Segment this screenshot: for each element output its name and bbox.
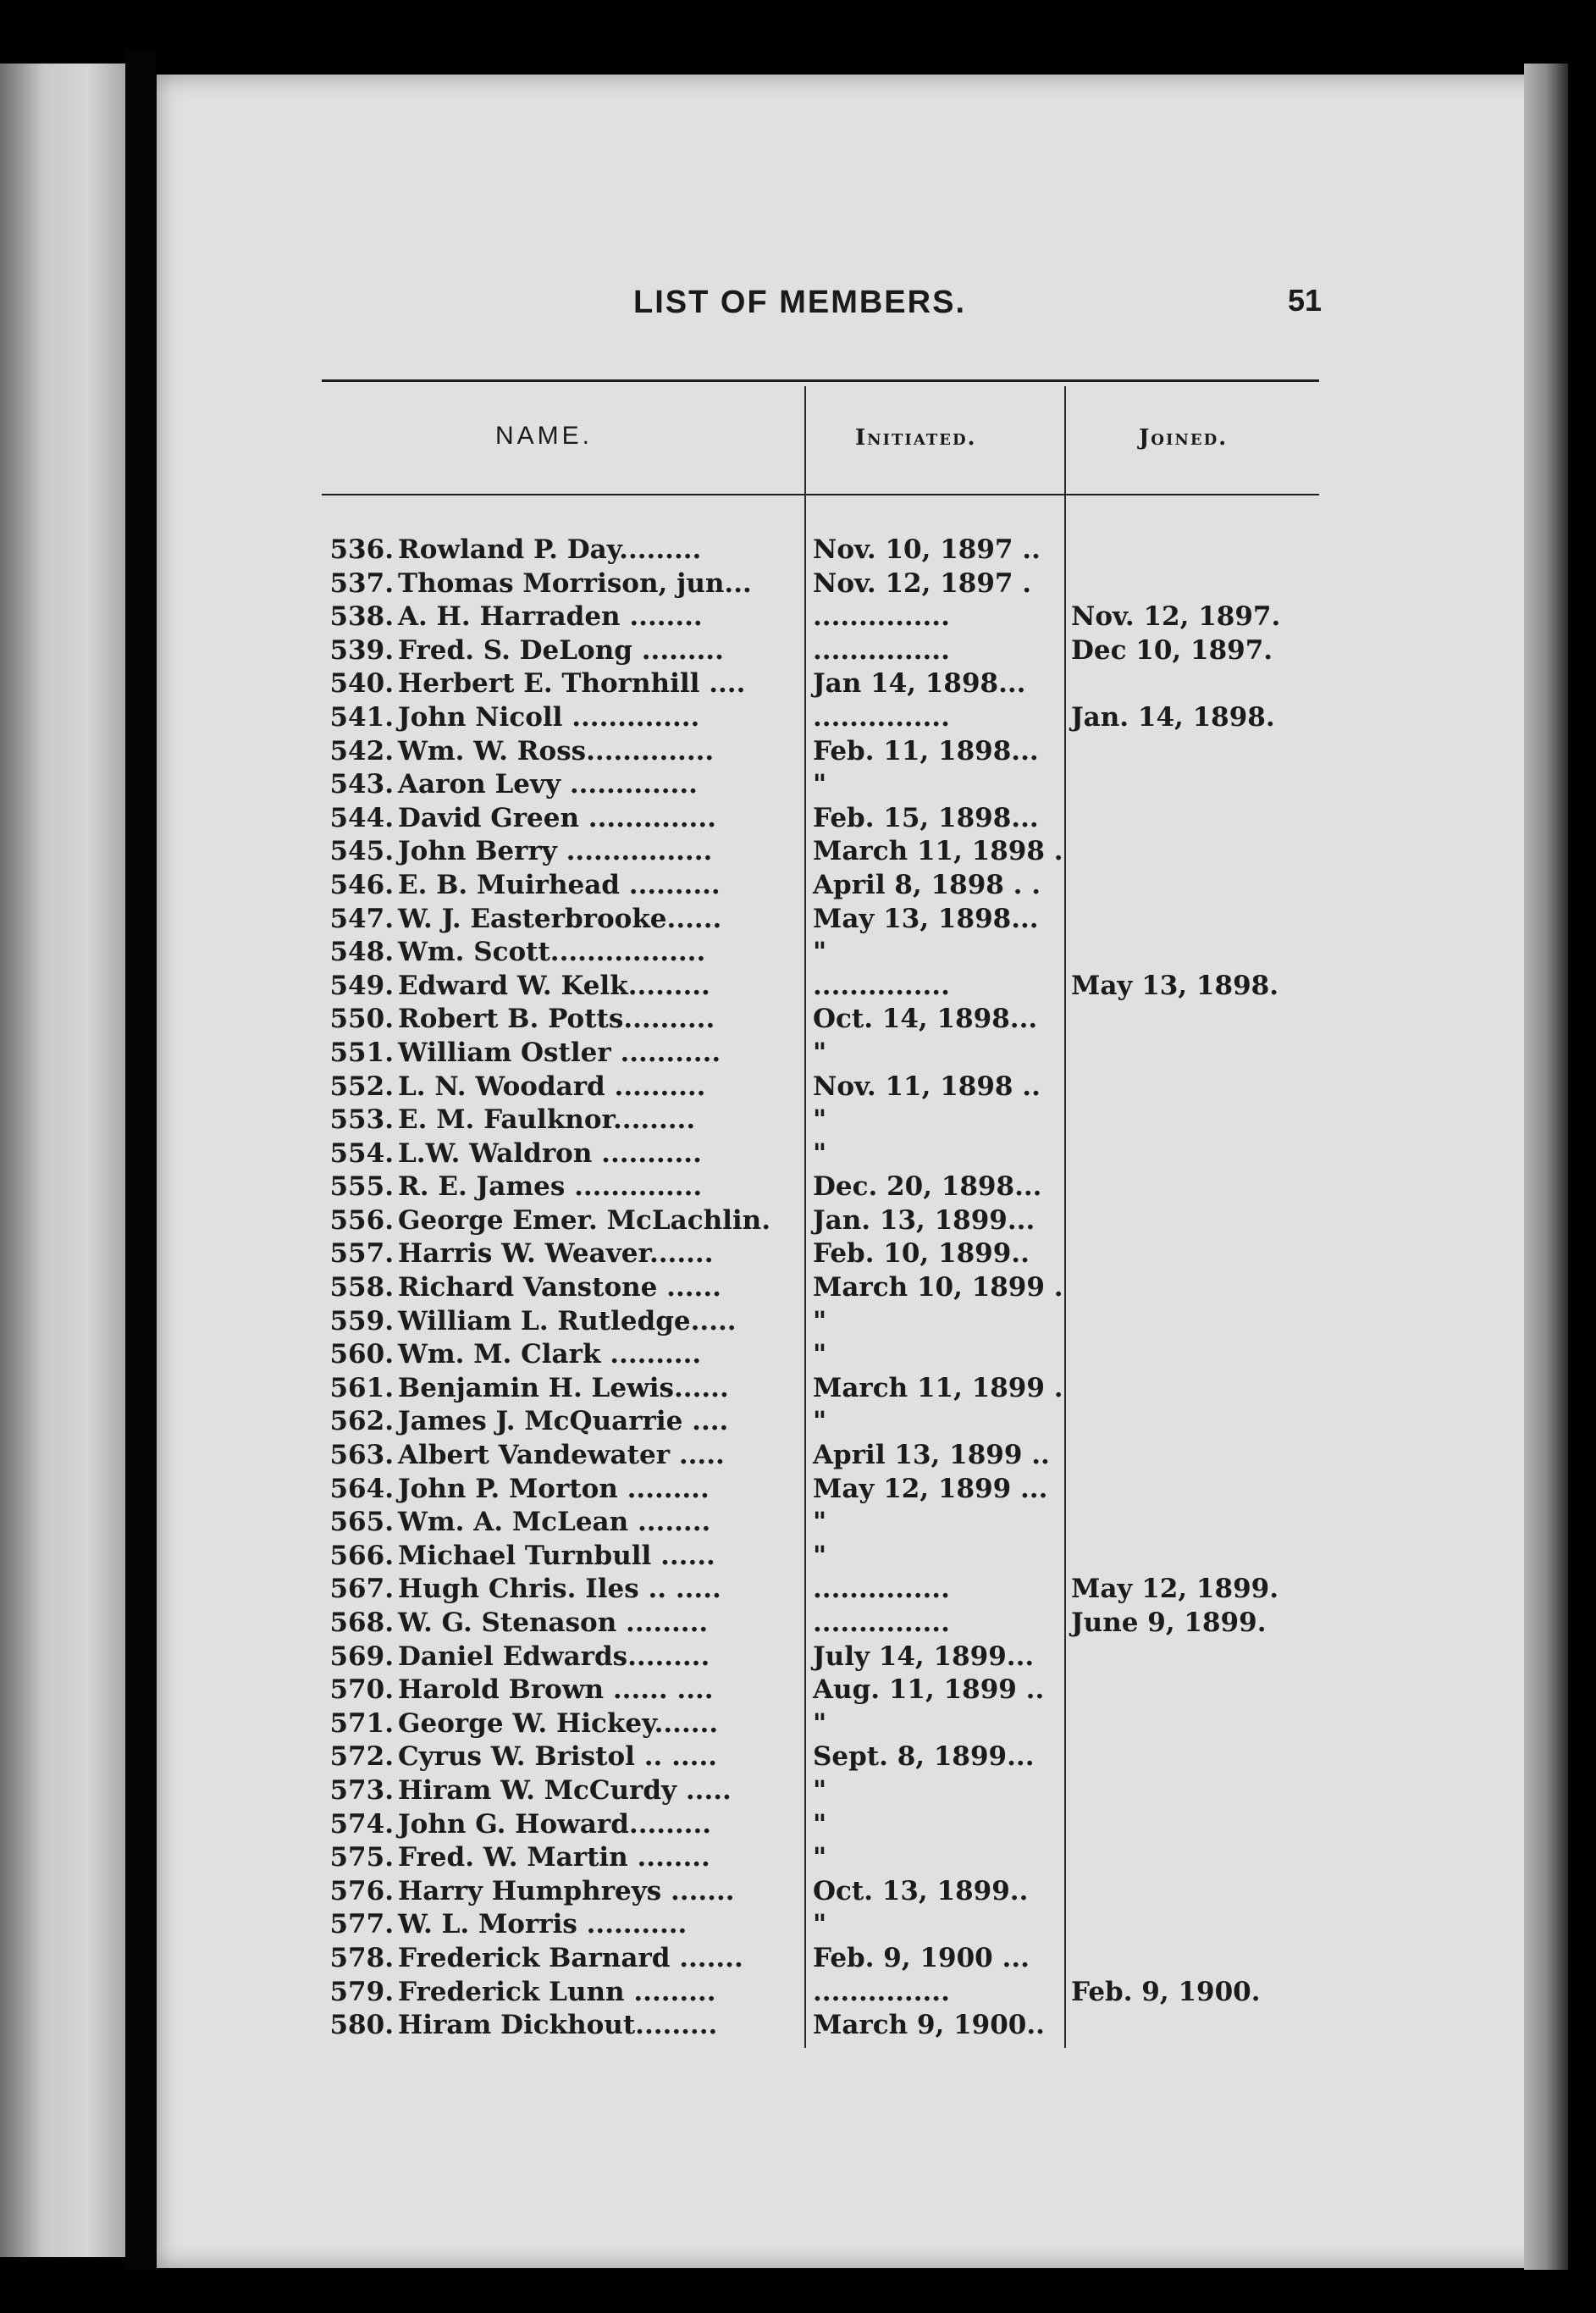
joined-date: Nov. 12, 1897. xyxy=(1071,601,1281,633)
member-name: Herbert E. Thornhill .... xyxy=(398,668,746,700)
member-number: 549. xyxy=(329,970,394,1001)
member-name: R. E. James .............. xyxy=(398,1171,703,1203)
initiated-date: April 13, 1899 .. xyxy=(813,1440,1050,1471)
initiated-date: Feb. 15, 1898... xyxy=(813,802,1039,833)
member-number: 561. xyxy=(329,1372,394,1403)
member-name: E. B. Muirhead .......... xyxy=(398,869,721,900)
member-name: Robert B. Potts.......... xyxy=(398,1004,715,1035)
member-number: 548. xyxy=(329,937,394,968)
joined-date: Jan. 14, 1898. xyxy=(1071,701,1275,733)
member-name: George W. Hickey....... xyxy=(398,1707,719,1739)
member-name: Wm. A. McLean ........ xyxy=(398,1507,711,1538)
member-number: 553. xyxy=(329,1104,394,1136)
initiated-date: March 11, 1898 . xyxy=(813,836,1063,867)
initiated-date: " xyxy=(813,1842,827,1873)
member-name: Cyrus W. Bristol .. ..... xyxy=(398,1741,718,1773)
initiated-date: March 9, 1900.. xyxy=(813,2010,1045,2041)
initiated-date: May 13, 1898... xyxy=(813,903,1039,934)
member-name: David Green .............. xyxy=(398,802,716,833)
initiated-date: Jan. 13, 1899... xyxy=(813,1204,1035,1236)
initiated-date: ............... xyxy=(813,1607,950,1638)
initiated-date: Nov. 12, 1897 . xyxy=(813,567,1032,599)
member-number: 556. xyxy=(329,1204,394,1236)
member-name: Daniel Edwards......... xyxy=(398,1641,710,1672)
initiated-date: Aug. 11, 1899 .. xyxy=(813,1674,1045,1706)
member-number: 576. xyxy=(329,1875,394,1906)
initiated-date: " xyxy=(813,1507,827,1538)
member-number: 545. xyxy=(329,836,394,867)
initiated-date: Feb. 11, 1898... xyxy=(813,735,1039,766)
initiated-date: ............... xyxy=(813,1976,950,2007)
column-header-joined: Joined. xyxy=(1139,425,1229,451)
member-name: William L. Rutledge..... xyxy=(398,1305,737,1336)
member-number: 538. xyxy=(329,601,394,633)
member-number: 575. xyxy=(329,1842,394,1873)
member-name: John G. Howard......... xyxy=(398,1808,712,1840)
member-number: 580. xyxy=(329,2010,394,2041)
member-name: George Emer. McLachlin. xyxy=(398,1204,770,1236)
member-name: Harry Humphreys ....... xyxy=(398,1875,735,1906)
member-number: 555. xyxy=(329,1171,394,1203)
initiated-date: " xyxy=(813,769,827,800)
member-number: 577. xyxy=(329,1909,394,1940)
member-name: Hiram W. McCurdy ..... xyxy=(398,1774,732,1806)
page-number: 51 xyxy=(1288,283,1323,318)
initiated-date: " xyxy=(813,1540,827,1571)
member-number: 543. xyxy=(329,769,394,800)
member-name: Hugh Chris. Iles .. ..... xyxy=(398,1574,721,1605)
header-bottom-rule xyxy=(322,494,1319,495)
initiated-date: " xyxy=(813,1137,827,1169)
member-number: 557. xyxy=(329,1238,394,1270)
member-name: W. L. Morris ........... xyxy=(398,1909,688,1940)
member-name: Fred. W. Martin ........ xyxy=(398,1842,710,1873)
member-number: 579. xyxy=(329,1976,394,2007)
member-number: 559. xyxy=(329,1305,394,1336)
member-number: 542. xyxy=(329,735,394,766)
column-header-name: NAME. xyxy=(495,422,594,450)
member-name: Harris W. Weaver....... xyxy=(398,1238,714,1270)
member-name: A. H. Harraden ........ xyxy=(398,601,703,633)
member-name: Aaron Levy .............. xyxy=(398,769,698,800)
member-name: John Nicoll .............. xyxy=(398,701,700,733)
member-name: Albert Vandewater ..... xyxy=(398,1440,725,1471)
initiated-date: ............... xyxy=(813,1574,950,1605)
member-name: Frederick Barnard ....... xyxy=(398,1942,743,1973)
member-name: William Ostler ........... xyxy=(398,1037,721,1068)
joined-date: June 9, 1899. xyxy=(1071,1607,1267,1638)
initiated-date: Nov. 10, 1897 .. xyxy=(813,534,1041,565)
member-name: Harold Brown ...... .... xyxy=(398,1674,714,1706)
member-name: Hiram Dickhout......... xyxy=(398,2010,718,2041)
member-number: 571. xyxy=(329,1707,394,1739)
member-number: 546. xyxy=(329,869,394,900)
member-number: 567. xyxy=(329,1574,394,1605)
member-number: 574. xyxy=(329,1808,394,1840)
member-number: 578. xyxy=(329,1942,394,1973)
member-number: 565. xyxy=(329,1507,394,1538)
member-number: 566. xyxy=(329,1540,394,1571)
member-name: Wm. W. Ross.............. xyxy=(398,735,715,766)
member-number: 569. xyxy=(329,1641,394,1672)
member-number: 573. xyxy=(329,1774,394,1806)
member-number: 563. xyxy=(329,1440,394,1471)
member-number: 540. xyxy=(329,668,394,700)
initiated-date: March 10, 1899 . xyxy=(813,1272,1063,1303)
initiated-date: Jan 14, 1898... xyxy=(813,668,1026,700)
member-number: 572. xyxy=(329,1741,394,1773)
member-name: John Berry ................ xyxy=(398,836,713,867)
initiated-date: Oct. 13, 1899.. xyxy=(813,1875,1029,1906)
member-name: E. M. Faulknor......... xyxy=(398,1104,696,1136)
initiated-date: Oct. 14, 1898... xyxy=(813,1004,1038,1035)
book-gutter xyxy=(125,51,157,2270)
member-name: W. G. Stenason ......... xyxy=(398,1607,709,1638)
member-number: 558. xyxy=(329,1272,394,1303)
initiated-date: July 14, 1899... xyxy=(813,1641,1035,1672)
initiated-date: " xyxy=(813,1339,827,1370)
member-name: Wm. Scott................. xyxy=(398,937,706,968)
member-name: Fred. S. DeLong ......... xyxy=(398,634,724,666)
initiated-date: Feb. 10, 1899.. xyxy=(813,1238,1030,1270)
initiated-date: " xyxy=(813,1774,827,1806)
initiated-date: Sept. 8, 1899... xyxy=(813,1741,1035,1773)
member-number: 551. xyxy=(329,1037,394,1068)
column-divider-2 xyxy=(1064,386,1066,2048)
member-number: 544. xyxy=(329,802,394,833)
member-name: Edward W. Kelk......... xyxy=(398,970,710,1001)
member-number: 568. xyxy=(329,1607,394,1638)
member-name: Frederick Lunn ......... xyxy=(398,1976,716,2007)
initiated-date: " xyxy=(813,1305,827,1336)
initiated-date: " xyxy=(813,1104,827,1136)
page-right-edge xyxy=(1524,64,1568,2270)
table-top-rule xyxy=(322,379,1319,382)
initiated-date: " xyxy=(813,1037,827,1068)
column-divider-1 xyxy=(804,386,806,2048)
column-header-initiated: Initiated. xyxy=(855,425,977,451)
initiated-date: April 8, 1898 . . xyxy=(813,869,1041,900)
member-number: 554. xyxy=(329,1137,394,1169)
member-number: 539. xyxy=(329,634,394,666)
joined-date: Feb. 9, 1900. xyxy=(1071,1976,1261,2007)
member-number: 547. xyxy=(329,903,394,934)
initiated-date: Nov. 11, 1898 .. xyxy=(813,1071,1041,1102)
member-number: 564. xyxy=(329,1473,394,1504)
page-title: LIST OF MEMBERS. xyxy=(633,285,966,320)
initiated-date: " xyxy=(813,1909,827,1940)
member-name: W. J. Easterbrooke...... xyxy=(398,903,722,934)
joined-date: Dec 10, 1897. xyxy=(1071,634,1273,666)
member-number: 537. xyxy=(329,567,394,599)
member-name: L.W. Waldron ........... xyxy=(398,1137,702,1169)
member-name: James J. McQuarrie .... xyxy=(398,1406,729,1437)
member-name: Thomas Morrison, jun... xyxy=(398,567,752,599)
initiated-date: " xyxy=(813,1406,827,1437)
initiated-date: " xyxy=(813,937,827,968)
initiated-date: ............... xyxy=(813,601,950,633)
member-name: Benjamin H. Lewis...... xyxy=(398,1372,729,1403)
initiated-date: Dec. 20, 1898... xyxy=(813,1171,1042,1203)
initiated-date: " xyxy=(813,1707,827,1739)
member-number: 552. xyxy=(329,1071,394,1102)
member-name: Michael Turnbull ...... xyxy=(398,1540,715,1571)
member-number: 536. xyxy=(329,534,394,565)
initiated-date: March 11, 1899 . xyxy=(813,1372,1063,1403)
initiated-date: ............... xyxy=(813,634,950,666)
member-number: 570. xyxy=(329,1674,394,1706)
member-name: Wm. M. Clark .......... xyxy=(398,1339,702,1370)
member-number: 550. xyxy=(329,1004,394,1035)
member-name: Rowland P. Day......... xyxy=(398,534,702,565)
initiated-date: Feb. 9, 1900 ... xyxy=(813,1942,1030,1973)
initiated-date: " xyxy=(813,1808,827,1840)
member-number: 541. xyxy=(329,701,394,733)
member-number: 560. xyxy=(329,1339,394,1370)
member-name: John P. Morton ......... xyxy=(398,1473,710,1504)
joined-date: May 12, 1899. xyxy=(1071,1574,1279,1605)
initiated-date: May 12, 1899 ... xyxy=(813,1473,1048,1504)
initiated-date: ............... xyxy=(813,701,950,733)
member-name: L. N. Woodard .......... xyxy=(398,1071,706,1102)
adjacent-page-edge xyxy=(0,64,125,2257)
member-name: Richard Vanstone ...... xyxy=(398,1272,721,1303)
joined-date: May 13, 1898. xyxy=(1071,970,1279,1001)
member-number: 562. xyxy=(329,1406,394,1437)
initiated-date: ............... xyxy=(813,970,950,1001)
